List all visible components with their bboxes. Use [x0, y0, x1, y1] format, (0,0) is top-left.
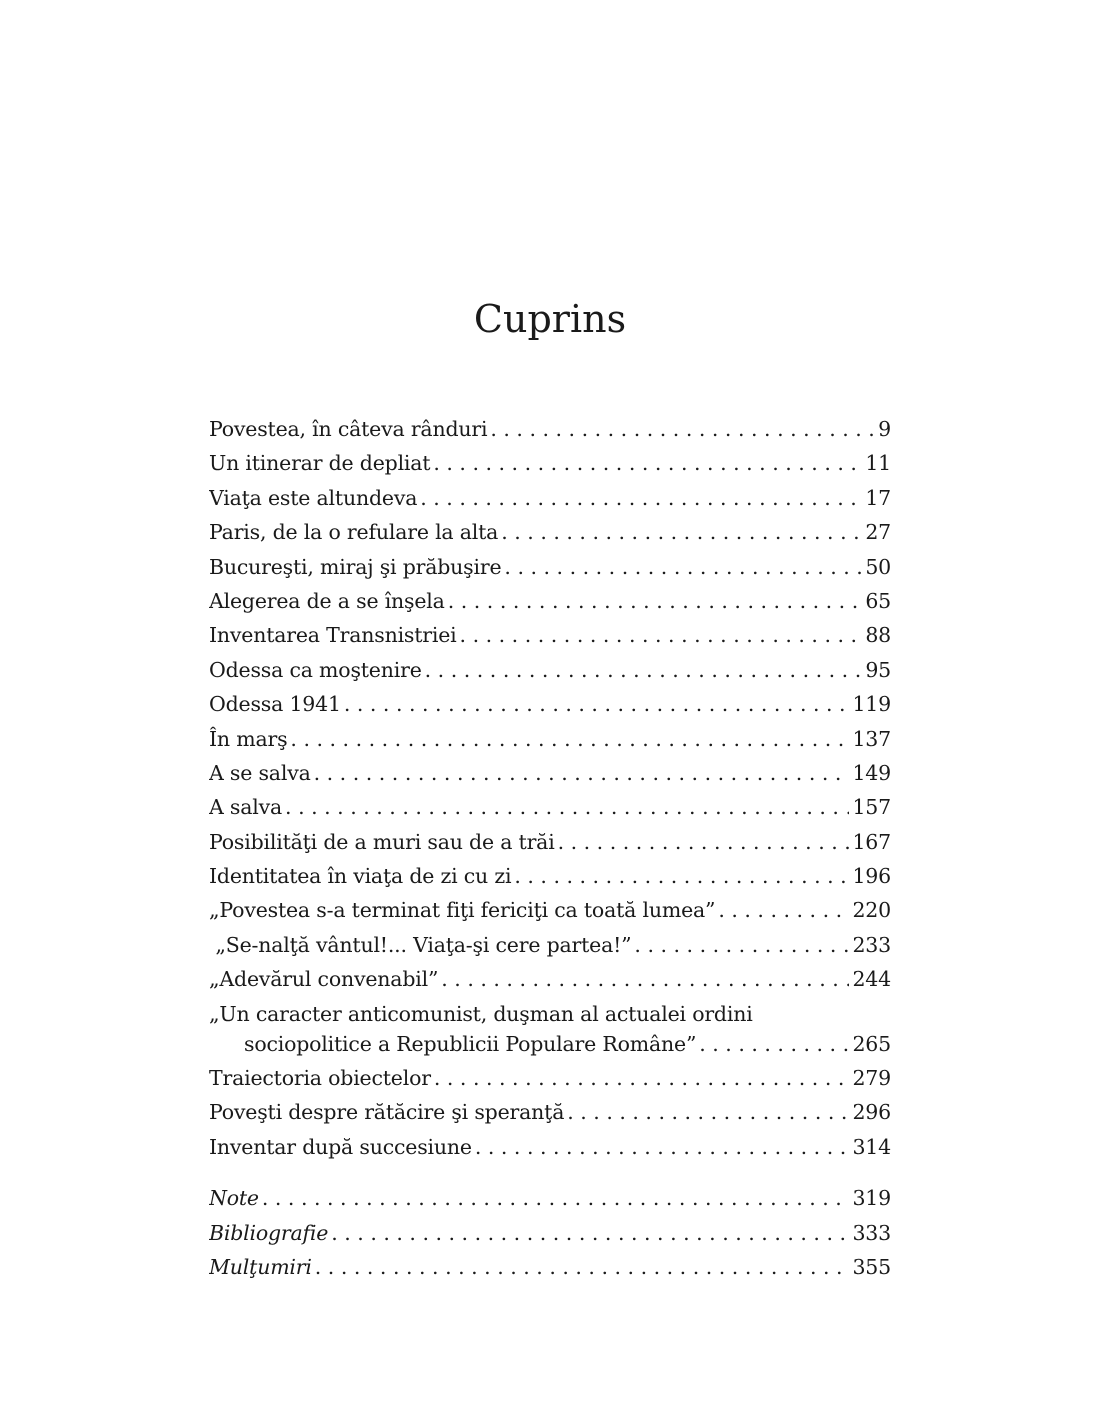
- page-title: Cuprins: [473, 297, 627, 341]
- dot-leader: [425, 653, 863, 687]
- table-of-contents: [209, 412, 891, 1284]
- toc-entry-title: Traiectoria obiectelor: [209, 1066, 431, 1091]
- toc-entry-title-continuation: sociopolitice a Republicii Populare Române”: [244, 1031, 697, 1056]
- toc-entry[interactable]: [209, 481, 891, 515]
- toc-entry-title: „Adevărul convenabil”: [209, 967, 439, 992]
- toc-entry-title: Inventar după succesiune: [209, 1134, 472, 1159]
- toc-entry-page: 333: [852, 1220, 891, 1245]
- toc-entry-title: Povestea, în câteva rânduri: [209, 417, 488, 441]
- dot-leader: [285, 790, 849, 824]
- toc-entry-title: „Se-nalţă vântul!... Viaţa-şi cere partea!”: [209, 932, 632, 957]
- toc-entry-acknowledgements[interactable]: [209, 1250, 891, 1284]
- toc-entry[interactable]: [209, 962, 891, 996]
- toc-entry[interactable]: [209, 584, 891, 618]
- dot-leader: [501, 515, 862, 549]
- toc-entry[interactable]: [209, 1061, 891, 1095]
- toc-entry-page: 119: [852, 692, 891, 717]
- toc-entry[interactable]: [209, 756, 891, 790]
- toc-entry-page: 355: [852, 1254, 891, 1279]
- toc-entry-title: Mulţumiri: [209, 1254, 312, 1279]
- toc-entry[interactable]: [209, 825, 891, 859]
- toc-entry-page: 65: [865, 588, 891, 613]
- toc-entry-notes[interactable]: [209, 1181, 891, 1215]
- toc-entry-page: 233: [852, 932, 891, 957]
- toc-entry[interactable]: [209, 722, 891, 756]
- dot-leader: [344, 687, 850, 721]
- toc-entry[interactable]: [209, 1095, 891, 1129]
- toc-entry-title: Posibilităţi de a muri sau de a trăi: [209, 829, 555, 854]
- toc-entry-title: Bucureşti, miraj şi prăbuşire: [209, 554, 502, 579]
- toc-entry[interactable]: [209, 1130, 891, 1164]
- toc-entry[interactable]: [209, 997, 891, 1061]
- toc-entry-page: 137: [852, 726, 891, 751]
- toc-main-entries: [209, 412, 891, 1164]
- toc-entry-title: Note: [209, 1186, 259, 1211]
- toc-entry[interactable]: [209, 446, 891, 480]
- toc-entry-title: Bibliografie: [209, 1220, 329, 1245]
- toc-entry-title: Poveşti despre rătăcire şi speranţă: [209, 1100, 565, 1125]
- toc-entry[interactable]: [209, 515, 891, 549]
- toc-entry-page: 314: [852, 1134, 891, 1159]
- dot-leader: [514, 859, 849, 893]
- dot-leader: [331, 1216, 849, 1250]
- toc-entry-bibliography[interactable]: [209, 1216, 891, 1250]
- dot-leader: [718, 893, 849, 927]
- toc-entry[interactable]: [209, 928, 891, 962]
- toc-entry[interactable]: [209, 618, 891, 652]
- toc-entry-page: 167: [852, 829, 891, 854]
- dot-leader: [441, 962, 849, 996]
- toc-entry-page: 296: [852, 1100, 891, 1125]
- toc-entry-page: 279: [852, 1066, 891, 1091]
- toc-entry-page: 149: [852, 760, 891, 785]
- toc-entry-title: Un itinerar de depliat: [209, 451, 431, 476]
- toc-entry-page: 244: [852, 967, 891, 992]
- toc-entry[interactable]: [209, 893, 891, 927]
- dot-leader: [460, 618, 863, 652]
- dot-leader: [504, 550, 862, 584]
- toc-entry-title: Odessa ca moştenire: [209, 657, 422, 682]
- toc-entry-page: 265: [852, 1031, 891, 1056]
- toc-entry-page: 88: [865, 623, 891, 648]
- toc-entry-title: Viaţa este altundeva: [209, 485, 418, 510]
- dot-leader: [567, 1095, 849, 1129]
- dot-leader: [448, 584, 863, 618]
- toc-entry-title: A salva: [209, 795, 283, 820]
- toc-entry-title: Odessa 1941: [209, 692, 341, 717]
- toc-entry-title: Inventarea Transnistriei: [209, 623, 457, 648]
- toc-entry-page: 11: [865, 451, 891, 476]
- dot-leader: [475, 1130, 850, 1164]
- toc-entry[interactable]: [209, 859, 891, 893]
- dot-leader: [634, 928, 849, 962]
- toc-entry-title: Paris, de la o refulare la alta: [209, 520, 499, 545]
- toc-entry[interactable]: [209, 687, 891, 721]
- toc-entry-title: „Povestea s-a terminat fiţi fericiţi ca toată lumea”: [209, 898, 716, 923]
- dot-leader: [490, 412, 875, 446]
- toc-entry-page: 9: [878, 417, 891, 441]
- toc-entry-page: 27: [865, 520, 891, 545]
- toc-entry[interactable]: [209, 790, 891, 824]
- toc-entry-title: A se salva: [209, 760, 311, 785]
- toc-entry-page: 17: [865, 485, 891, 510]
- dot-leader: [262, 1181, 850, 1215]
- toc-entry[interactable]: [209, 412, 891, 446]
- toc-entry-page: 50: [865, 554, 891, 579]
- toc-entry[interactable]: [209, 653, 891, 687]
- toc-entry-title: Alegerea de a se înşela: [209, 588, 445, 613]
- toc-entry-page: 95: [865, 657, 891, 682]
- dot-leader: [433, 446, 862, 480]
- dot-leader: [315, 1250, 850, 1284]
- dot-leader: [420, 481, 862, 515]
- toc-entry-page: 157: [852, 795, 891, 820]
- toc-entry-page: 220: [852, 898, 891, 923]
- dot-leader: [558, 825, 850, 859]
- dot-leader: [699, 1027, 849, 1061]
- toc-entry-page: 196: [852, 864, 891, 889]
- dot-leader: [434, 1061, 850, 1095]
- toc-entry-title: „Un caracter anticomunist, duşman al actualei ordini: [209, 1001, 753, 1026]
- toc-back-matter: [209, 1181, 891, 1284]
- toc-entry-page: 319: [852, 1186, 891, 1211]
- dot-leader: [314, 756, 850, 790]
- toc-entry-title: Identitatea în viaţa de zi cu zi: [209, 864, 512, 889]
- toc-entry-title: În marş: [209, 726, 288, 751]
- dot-leader: [290, 722, 849, 756]
- toc-entry[interactable]: [209, 550, 891, 584]
